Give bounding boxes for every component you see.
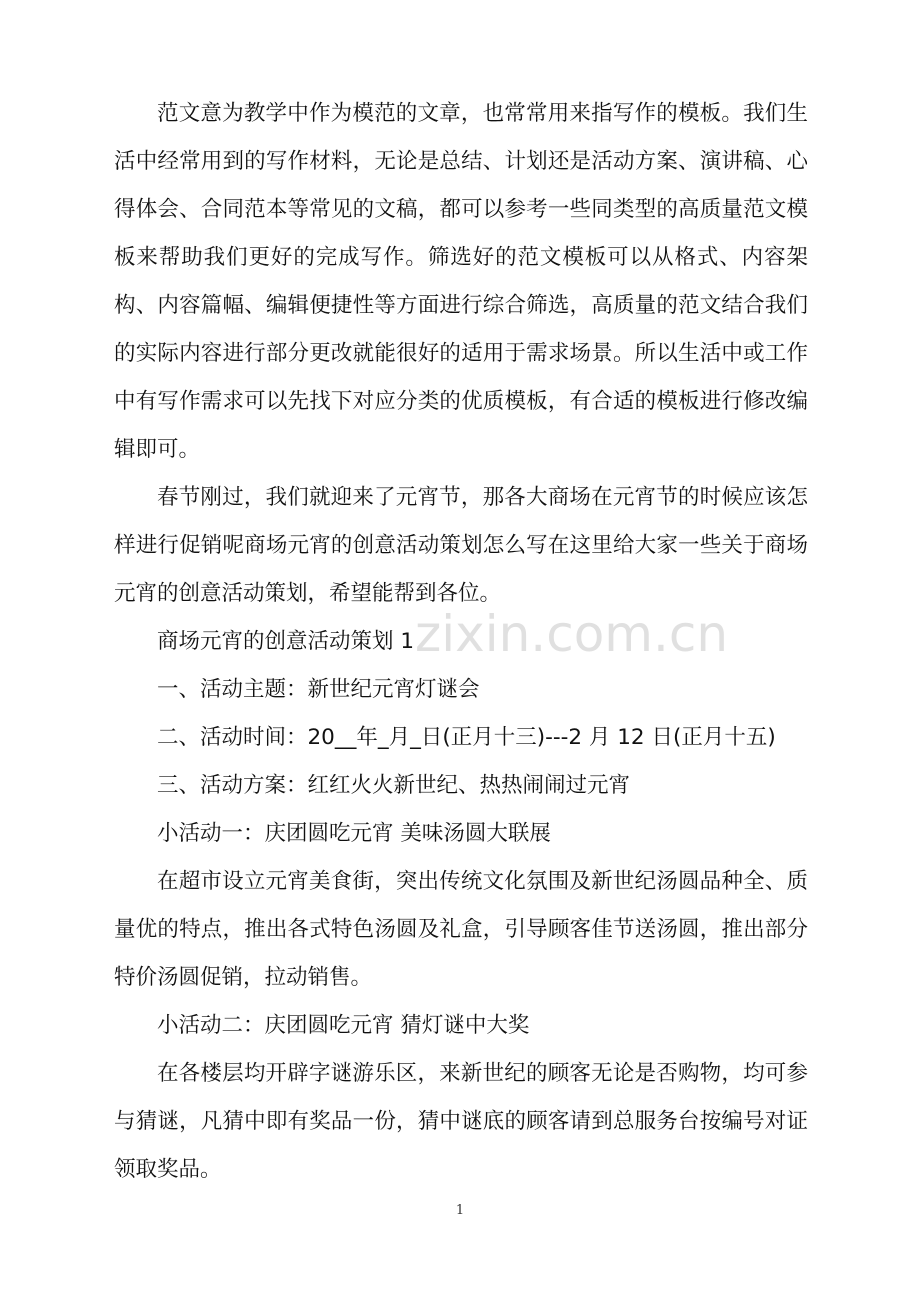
watermark: zixin.com.cn bbox=[415, 605, 729, 663]
page-number: 1 bbox=[455, 1203, 465, 1218]
intro-paragraph: 范文意为教学中作为模范的文章，也常常用来指写作的模板。我们生活中经常用到的写作材料，无论是总结、计划还是活动方案、演讲稿、心得体会、合同范本等常见的文稿，都可以参考一些同类型的高质量范文模板来帮助我们更好的完成写作。筛选好的范文模板可以从格式、内容架构、内容篇幅、编辑便捷性等方面进行综合筛选，高质量的范文结合我们的实际内容进行部分更改就能很好的适用于需求场景。所以生活中或工作中有写作需求可以先找下对应分类的优质模板，有合适的模板进行修改编辑即可。 bbox=[114, 101, 808, 462]
sub-activity-one-title: 小活动一：庆团圆吃元宵 美味汤圆大联展 bbox=[157, 821, 551, 846]
activity-theme: 一、活动主题：新世纪元宵灯谜会 bbox=[157, 677, 480, 702]
sub-activity-one-body: 在超市设立元宵美食街，突出传统文化氛围及新世纪汤圆品种全、质量优的特点，推出各式特色汤圆及礼盒，引导顾客佳节送汤圆，推出部分特价汤圆促销，拉动销售。 bbox=[114, 869, 808, 990]
festival-paragraph: 春节刚过，我们就迎来了元宵节，那各大商场在元宵节的时候应该怎样进行促销呢商场元宵的创意活动策划怎么写在这里给大家一些关于商场元宵的创意活动策划，希望能帮到各位。 bbox=[114, 485, 808, 606]
document-body bbox=[114, 90, 808, 1194]
section-title: 商场元宵的创意活动策划 1 bbox=[157, 629, 415, 654]
sub-activity-two-body: 在各楼层均开辟字谜游乐区，来新世纪的顾客无论是否购物，均可参与猜谜，凡猜中即有奖品一份，猜中谜底的顾客请到总服务台按编号对证领取奖品。 bbox=[114, 1061, 808, 1182]
activity-plan: 三、活动方案：红红火火新世纪、热热闹闹过元宵 bbox=[157, 773, 631, 798]
activity-time: 二、活动时间：20__年_月_日(正月十三)---2 月 12 日(正月十五) bbox=[157, 725, 776, 750]
sub-activity-two-title: 小活动二：庆团圆吃元宵 猜灯谜中大奖 bbox=[157, 1013, 530, 1038]
